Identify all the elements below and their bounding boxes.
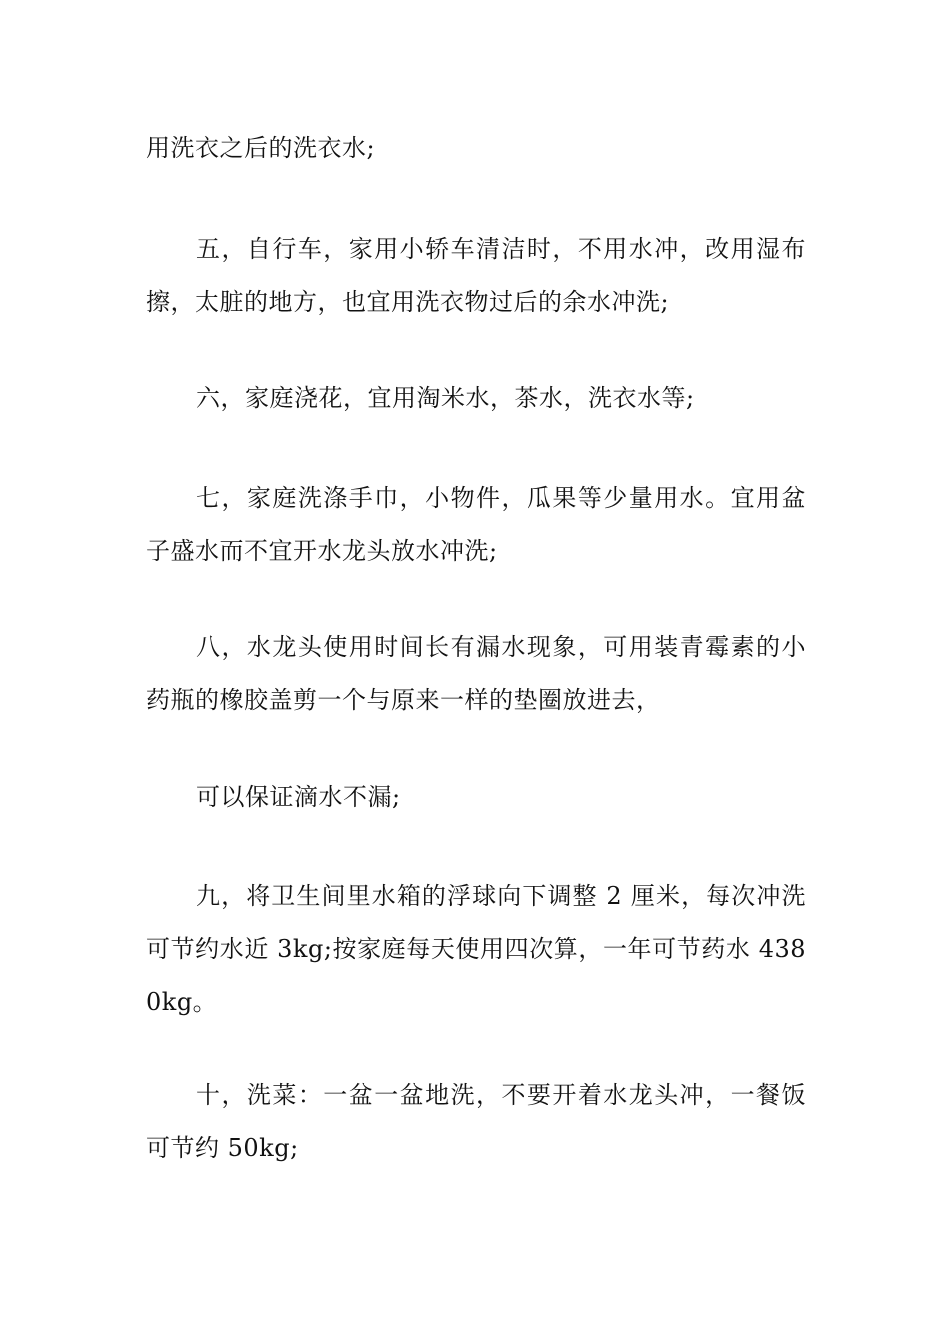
paragraph-item-10: 十，洗菜：一盆一盆地洗，不要开着水龙头冲，一餐饭可节约 50kg; bbox=[146, 1081, 806, 1162]
paragraph-item-6: 六，家庭浇花，宜用淘米水，茶水，洗衣水等; bbox=[196, 384, 695, 412]
paragraph-item-5: 五，自行车，家用小轿车清洁时，不用水冲，改用湿布擦，太脏的地方，也宜用洗衣物过后的余水冲洗; bbox=[146, 235, 806, 316]
paragraph-item-8: 八，水龙头使用时间长有漏水现象，可用装青霉素的小药瓶的橡胶盖剪一个与原来一样的垫圈放进去， bbox=[146, 633, 806, 714]
paragraph-item-9: 九，将卫生间里水箱的浮球向下调整 2 厘米，每次冲洗可节约水近 3kg;按家庭每天使用四次算，一年可节药水 4380kg。 bbox=[146, 882, 806, 1016]
paragraph-item-7: 七，家庭洗涤手巾，小物件，瓜果等少量用水。宜用盆子盛水而不宜开水龙头放水冲洗; bbox=[146, 484, 806, 565]
paragraph-continuation: 用洗衣之后的洗衣水; bbox=[146, 134, 376, 162]
paragraph-item-8-continued: 可以保证滴水不漏; bbox=[196, 783, 401, 811]
